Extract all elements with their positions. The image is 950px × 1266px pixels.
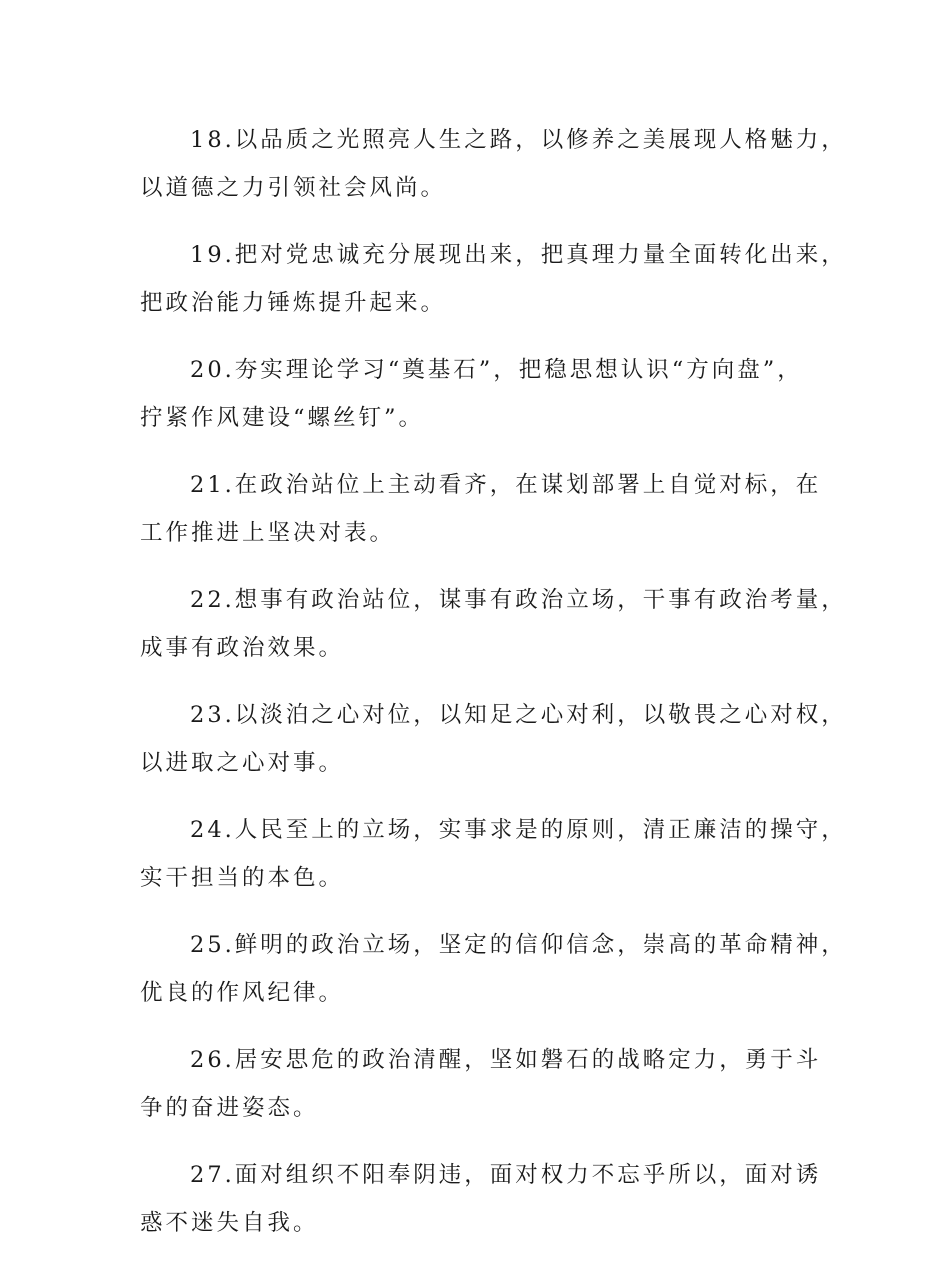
document-body — [140, 116, 847, 1266]
paragraph-line: 19.把对党忠诚充分展现出来，把真理力量全面转化出来， — [190, 242, 847, 268]
paragraph-line: 惑不迷失自我。 — [140, 1210, 319, 1236]
numbered-paragraph-26 — [140, 1036, 826, 1132]
paragraph-line: 23.以淡泊之心对位，以知足之心对利，以敬畏之心对权， — [190, 702, 847, 728]
numbered-paragraph-27 — [140, 1151, 826, 1247]
paragraph-line: 18.以品质之光照亮人生之路，以修养之美展现人格魅力， — [190, 127, 847, 153]
paragraph-line: 以道德之力引领社会风尚。 — [140, 175, 447, 201]
numbered-paragraph-25 — [140, 921, 847, 1017]
numbered-paragraph-23 — [140, 691, 847, 787]
paragraph-line: 25.鲜明的政治立场，坚定的信仰信念，崇高的革命精神， — [190, 932, 847, 958]
numbered-paragraph-20 — [140, 346, 826, 442]
paragraph-line: 工作推进上坚决对表。 — [140, 520, 396, 546]
numbered-paragraph-18 — [140, 116, 847, 212]
numbered-paragraph-19 — [140, 231, 847, 327]
numbered-paragraph-21 — [140, 461, 826, 557]
paragraph-line: 26.居安思危的政治清醒，坚如磐石的战略定力，勇于斗 — [190, 1047, 822, 1073]
numbered-paragraph-22 — [140, 576, 847, 672]
paragraph-line: 以进取之心对事。 — [140, 750, 345, 776]
paragraph-line: 21.在政治站位上主动看齐，在谋划部署上自觉对标，在 — [190, 472, 822, 498]
paragraph-line: 拧紧作风建设“螺丝钉”。 — [140, 405, 425, 431]
paragraph-line: 优良的作风纪律。 — [140, 980, 345, 1006]
paragraph-line: 把政治能力锤炼提升起来。 — [140, 290, 447, 316]
paragraph-line: 争的奋进姿态。 — [140, 1095, 319, 1121]
paragraph-line: 27.面对组织不阳奉阴违，面对权力不忘乎所以，面对诱 — [190, 1162, 822, 1188]
paragraph-line: 22.想事有政治站位，谋事有政治立场，干事有政治考量， — [190, 587, 847, 613]
paragraph-line: 实干担当的本色。 — [140, 865, 345, 891]
paragraph-line: 24.人民至上的立场，实事求是的原则，清正廉洁的操守， — [190, 817, 847, 843]
numbered-paragraph-24 — [140, 806, 847, 902]
paragraph-line: 20.夯实理论学习“奠基石”，把稳思想认识“方向盘”， — [190, 357, 803, 383]
paragraph-line: 成事有政治效果。 — [140, 635, 345, 661]
